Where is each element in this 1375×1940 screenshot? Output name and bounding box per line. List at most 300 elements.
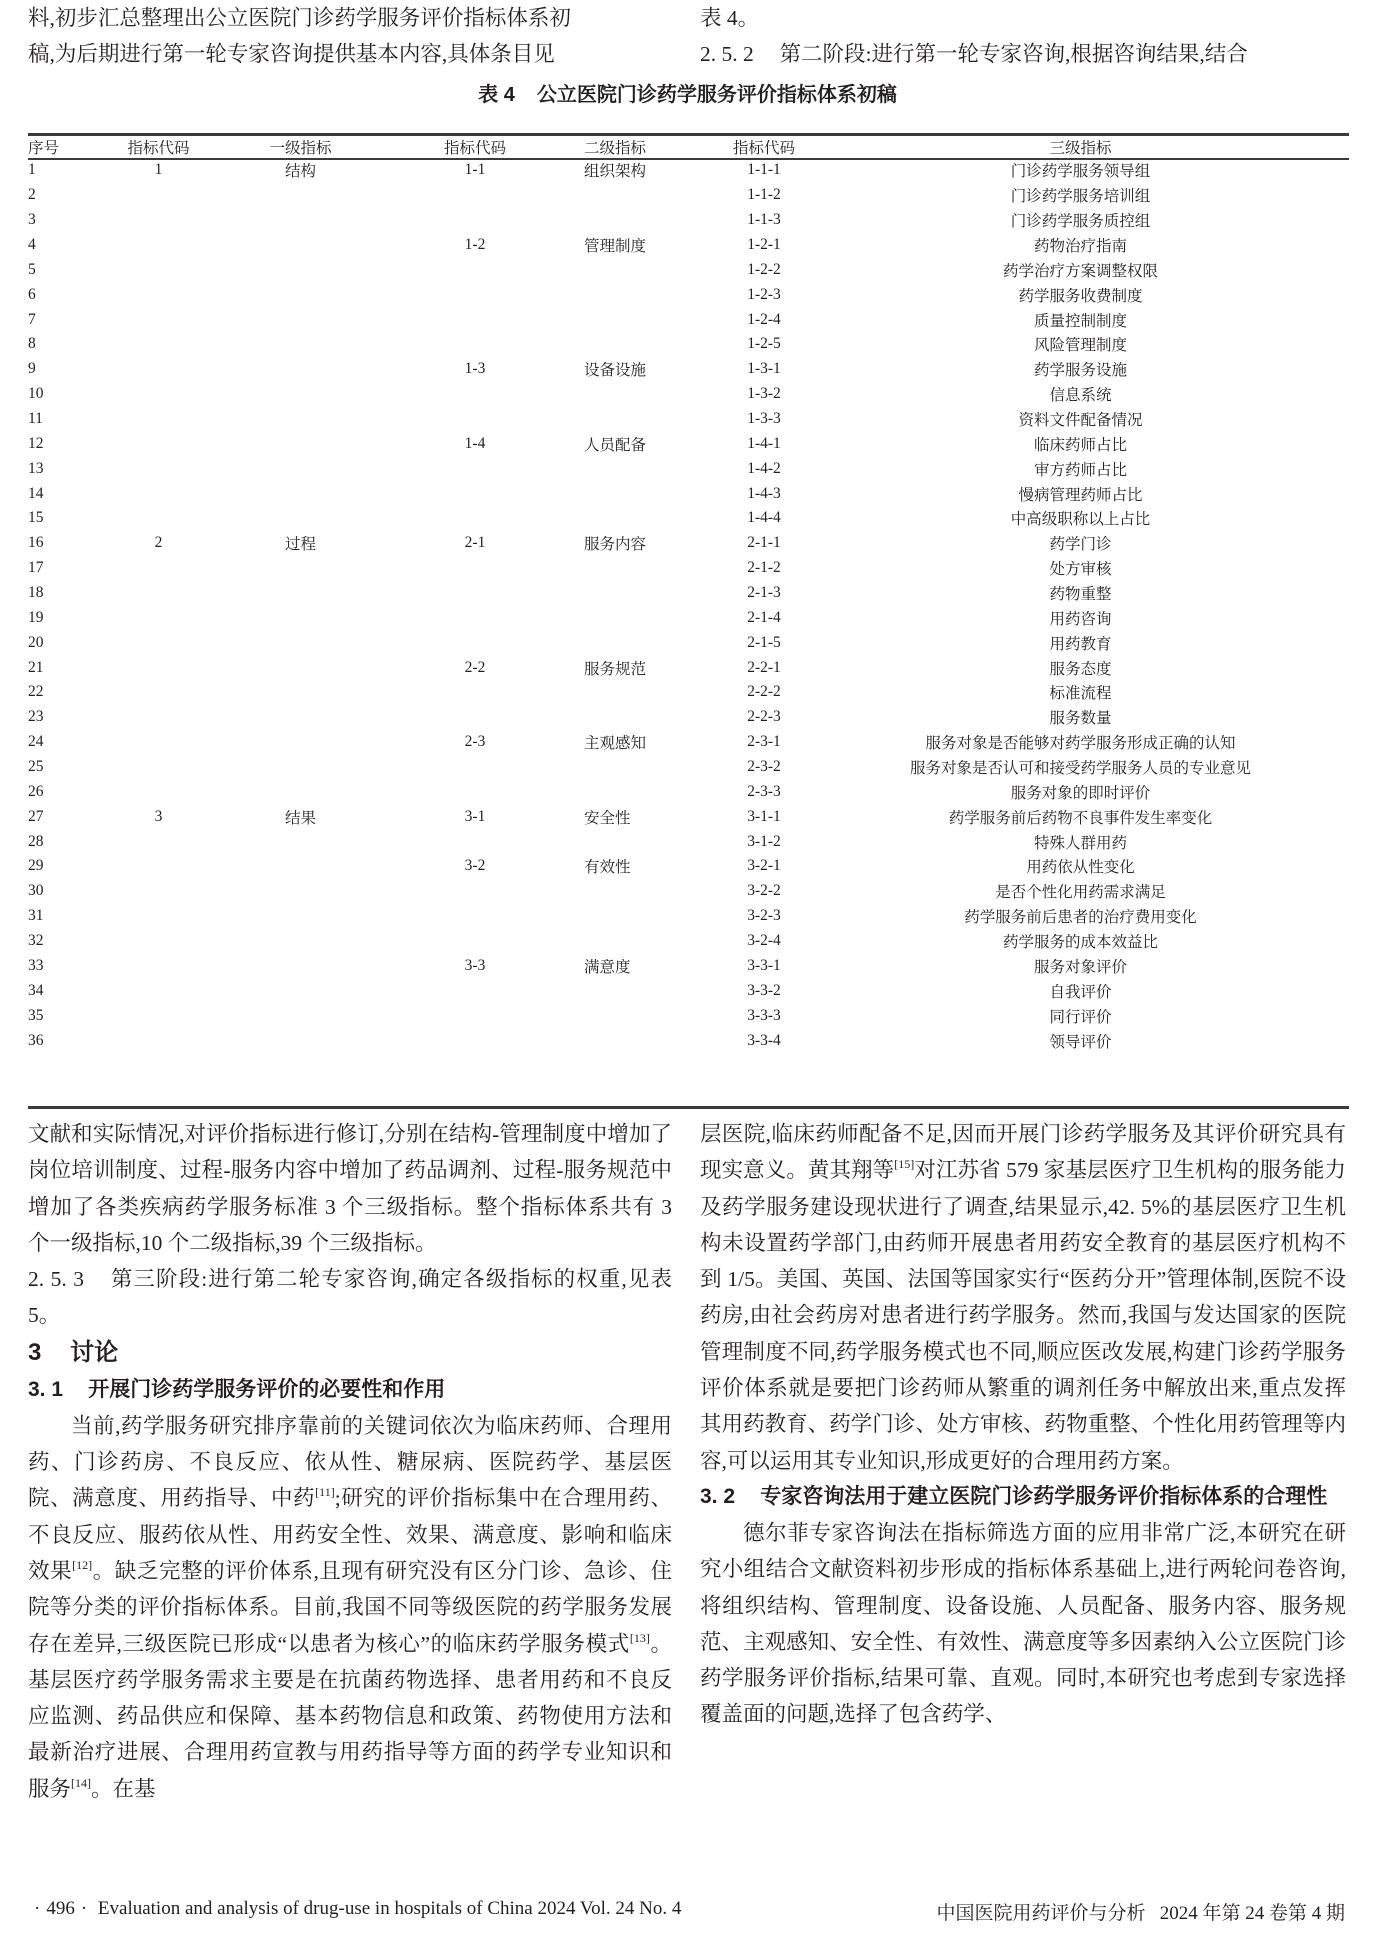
cell-l3: 用药咨询	[1049, 610, 1112, 628]
cell-l1	[227, 954, 374, 979]
top-left-text	[28, 0, 672, 73]
cell-l1-code	[90, 954, 227, 979]
cell-l2-code: 1-2	[464, 236, 486, 253]
cell-l3: 用药依从性变化	[1026, 859, 1135, 877]
cell-l3-code: 1-2-3	[747, 285, 781, 303]
cell-l3-code: 2-2-1	[747, 658, 781, 676]
cell-l1	[227, 1028, 374, 1053]
cell-l1-code	[90, 506, 227, 531]
cell-l1-code: 2	[154, 534, 163, 552]
cell-l2	[576, 556, 716, 581]
cell-l1	[227, 854, 374, 879]
cell-l2: 管理制度	[584, 238, 647, 255]
table-label: 表 4	[478, 84, 515, 106]
cell-seq: 7	[28, 310, 36, 328]
table-row	[28, 954, 1349, 979]
cell-l1-code	[90, 332, 227, 357]
cell-l2: 满意度	[584, 958, 631, 976]
cell-l1	[227, 456, 374, 481]
journal-name-en: Evaluation and analysis of drug-use in hospitals of China 2024 Vol. 24 No. 4	[97, 1898, 682, 1919]
table-row	[28, 854, 1349, 879]
cell-l2	[576, 506, 716, 531]
table-row	[28, 904, 1349, 929]
cell-l1	[227, 506, 374, 531]
table-row	[28, 257, 1349, 282]
table-row	[28, 879, 1349, 904]
cell-l1	[227, 779, 374, 804]
cell-seq: 19	[28, 608, 44, 626]
cell-l3: 药物重整	[1049, 586, 1112, 604]
cell-seq: 16	[28, 534, 44, 552]
cell-l3-code: 1-3-2	[747, 385, 781, 403]
cell-l1	[227, 904, 374, 929]
cell-seq: 22	[28, 683, 44, 701]
cell-l1	[227, 929, 374, 954]
cell-l2	[576, 929, 716, 954]
text-line: 表 4。	[700, 6, 760, 30]
cell-seq: 27	[28, 807, 44, 825]
cell-l3: 药学服务设施	[1033, 362, 1127, 380]
left-column	[28, 1116, 672, 1807]
cell-l1	[227, 705, 374, 730]
cell-l2-code	[374, 879, 576, 904]
journal-name-cn: 中国医院用药评价与分析	[936, 1903, 1146, 1924]
cell-l1-code	[90, 605, 227, 630]
cell-l3-code: 1-2-5	[747, 335, 781, 353]
indicator-table	[28, 135, 1349, 1053]
paragraph	[28, 1408, 672, 1807]
cell-l2: 主观感知	[584, 735, 647, 753]
cell-l2-code	[374, 779, 576, 804]
table-row	[28, 307, 1349, 332]
cell-l1-code	[90, 978, 227, 1003]
text-run: 层医院,临床药师配备不足,因而开展门诊药学服务及其评价研究具有现实意义。黄其翔等	[700, 1122, 1346, 1183]
heading-number: 3. 1	[28, 1377, 64, 1401]
cell-l2-code: 3-2	[464, 857, 486, 875]
cell-l3-code: 1-1-3	[747, 211, 781, 229]
cell-l1-code	[90, 730, 227, 755]
cell-seq: 1	[28, 161, 36, 179]
cell-seq: 26	[28, 782, 44, 800]
cell-l3-code: 3-3-3	[747, 1006, 781, 1024]
text-run: ;研究的评价指标集中在合理用药、不良反应、服药依从性、用药安全性、效果、满意度、影响和临床效果	[28, 1486, 672, 1583]
header-l1: 一级指标	[269, 139, 332, 157]
cell-l3: 慢病管理药师占比	[1018, 486, 1143, 504]
cell-seq: 29	[28, 857, 44, 875]
text-run: 。基层医疗药学服务需求主要是在抗菌药物选择、患者用药和不良反应监测、药品供应和保障、基本药物信息和政策、药物使用方法和最新治疗进展、合理用药宣教与用药指导等方面的药学专业知识和服务	[28, 1631, 672, 1801]
cell-l3-code: 2-1-3	[747, 584, 781, 602]
section-2-5-2	[700, 36, 1346, 72]
heading-3-1	[28, 1372, 672, 1408]
cell-l3: 审方药师占比	[1033, 461, 1127, 479]
cell-l3-code: 1-4-4	[747, 509, 781, 527]
cell-l1-code	[90, 407, 227, 432]
cell-l2	[576, 705, 716, 730]
cell-l1	[227, 208, 374, 233]
cell-l2	[576, 183, 716, 208]
cell-l1-code	[90, 233, 227, 258]
citation[interactable]: [11]	[315, 1485, 335, 1500]
header-l2-code: 指标代码	[443, 139, 506, 157]
cell-l1-code	[90, 755, 227, 780]
cell-seq: 12	[28, 434, 44, 452]
table-row	[28, 506, 1349, 531]
cell-l1	[227, 431, 374, 456]
table-bottom-rule	[28, 1106, 1349, 1109]
cell-l1-code	[90, 705, 227, 730]
cell-l3: 服务态度	[1049, 660, 1112, 678]
cell-l2-code	[374, 208, 576, 233]
cell-l3: 临床药师占比	[1033, 436, 1127, 454]
cell-l2-code	[374, 282, 576, 307]
cell-l2-code: 1-1	[464, 161, 486, 179]
cell-l2-code	[374, 904, 576, 929]
cell-l1	[227, 730, 374, 755]
cell-l2	[576, 680, 716, 705]
cell-l1-code	[90, 1028, 227, 1053]
cell-l2-code: 2-1	[464, 534, 486, 552]
cell-l3-code: 2-3-3	[747, 782, 781, 800]
cell-l1-code	[90, 581, 227, 606]
table-row	[28, 680, 1349, 705]
cell-l2	[576, 904, 716, 929]
cell-l3: 服务对象是否能够对药学服务形成正确的认知	[925, 735, 1236, 753]
cell-l2	[576, 581, 716, 606]
cell-seq: 24	[28, 733, 44, 751]
cell-l1	[227, 233, 374, 258]
cell-l3: 服务对象评价	[1033, 958, 1127, 976]
issue-info: 2024 年第 24 卷第 4 期	[1159, 1903, 1345, 1924]
cell-l3-code: 1-1-2	[747, 186, 781, 204]
cell-l2	[576, 1028, 716, 1053]
cell-l1-code	[90, 208, 227, 233]
table-row	[28, 755, 1349, 780]
cell-l2-code	[374, 978, 576, 1003]
cell-l2-code	[374, 755, 576, 780]
cell-l1	[227, 357, 374, 382]
cell-l2: 设备设施	[584, 362, 647, 380]
table-row	[28, 233, 1349, 258]
cell-l2	[576, 879, 716, 904]
cell-seq: 15	[28, 509, 44, 527]
cell-l2	[576, 456, 716, 481]
table-row	[28, 929, 1349, 954]
table-row	[28, 382, 1349, 407]
cell-l2-code: 2-3	[464, 733, 486, 751]
cell-l1	[227, 630, 374, 655]
table-row	[28, 1028, 1349, 1053]
heading-title: 讨论	[70, 1338, 119, 1366]
cell-seq: 25	[28, 758, 44, 776]
cell-l2	[576, 208, 716, 233]
top-right-text	[700, 0, 1346, 73]
cell-l2-code	[374, 307, 576, 332]
header-l2: 二级指标	[584, 139, 647, 157]
cell-l3: 服务对象的即时评价	[1010, 784, 1151, 802]
cell-seq: 9	[28, 360, 36, 378]
table-row	[28, 655, 1349, 680]
cell-l1-code	[90, 481, 227, 506]
cell-l3-code: 2-2-2	[747, 683, 781, 701]
cell-l1-code	[90, 456, 227, 481]
bullet-dot: ·	[34, 1898, 41, 1919]
cell-l3-code: 3-2-1	[747, 857, 781, 875]
table-row	[28, 357, 1349, 382]
cell-l3-code: 3-2-2	[747, 882, 781, 900]
cell-l3-code: 3-3-1	[747, 956, 781, 974]
cell-l3-code: 3-1-1	[747, 807, 781, 825]
cell-l2	[576, 307, 716, 332]
cell-seq: 14	[28, 484, 44, 502]
cell-l3: 门诊药学服务质控组	[1010, 213, 1151, 231]
cell-l1	[227, 879, 374, 904]
cell-seq: 21	[28, 658, 44, 676]
paragraph: 文献和实际情况,对评价指标进行修订,分别在结构-管理制度中增加了岗位培训制度、过程-服务内容中增加了药品调剂、过程-服务规范中增加了各类疾病药学服务标准 3 个三级指标。整个指标体系共有 3 个一级指标,10 个二级指标,39 个三级指标。	[28, 1122, 672, 1255]
table-row	[28, 829, 1349, 854]
cell-l3: 信息系统	[1049, 387, 1112, 405]
table-row	[28, 456, 1349, 481]
cell-l3: 处方审核	[1049, 561, 1112, 579]
cell-seq: 23	[28, 708, 44, 726]
cell-l3-code: 1-2-1	[747, 236, 781, 253]
cell-l2: 安全性	[584, 809, 631, 827]
section-text: 第三阶段:进行第二轮专家咨询,确定各级指标的权重,见表 5。	[28, 1267, 672, 1328]
cell-l3-code: 1-4-2	[747, 459, 781, 477]
heading-title: 开展门诊药学服务评价的必要性和作用	[88, 1377, 446, 1401]
cell-l1	[227, 1003, 374, 1028]
cell-seq: 33	[28, 956, 44, 974]
cell-l1	[227, 382, 374, 407]
cell-seq: 28	[28, 832, 44, 850]
cell-l2-code	[374, 630, 576, 655]
cell-l3-code: 1-1-1	[747, 161, 781, 179]
cell-l2-code	[374, 257, 576, 282]
header-l3-code: 指标代码	[732, 139, 795, 157]
cell-l1	[227, 829, 374, 854]
cell-l2	[576, 407, 716, 432]
table-row	[28, 605, 1349, 630]
cell-l1	[227, 183, 374, 208]
cell-seq: 31	[28, 907, 44, 925]
table-row	[28, 282, 1349, 307]
cell-l2-code	[374, 382, 576, 407]
cell-l2-code	[374, 705, 576, 730]
text-line: 稿,为后期进行第一轮专家咨询提供基本内容,具体条目见	[28, 42, 555, 67]
cell-l2-code: 2-2	[464, 658, 486, 676]
cell-seq: 5	[28, 260, 36, 278]
cell-l2	[576, 282, 716, 307]
cell-l2	[576, 630, 716, 655]
footer-right	[936, 1898, 1345, 1925]
cell-l3: 风险管理制度	[1033, 337, 1127, 355]
cell-seq: 17	[28, 559, 44, 577]
cell-l1-code	[90, 1003, 227, 1028]
cell-seq: 32	[28, 932, 44, 950]
cell-l3: 资料文件配备情况	[1018, 412, 1143, 430]
cell-seq: 2	[28, 186, 36, 204]
table-body	[28, 158, 1349, 1053]
cell-l3: 药学服务前后药物不良事件发生率变化	[948, 809, 1213, 827]
cell-l3: 用药教育	[1049, 635, 1112, 653]
cell-seq: 18	[28, 584, 44, 602]
cell-l3-code: 3-3-2	[747, 981, 781, 999]
cell-l1-code	[90, 257, 227, 282]
cell-l3-code: 2-1-4	[747, 608, 781, 626]
cell-seq: 20	[28, 633, 44, 651]
table-row	[28, 978, 1349, 1003]
table-row	[28, 1003, 1349, 1028]
cell-l3: 门诊药学服务培训组	[1010, 188, 1151, 206]
section-number: 2. 5. 2	[700, 42, 754, 67]
table-row	[28, 481, 1349, 506]
section-number: 2. 5. 3	[28, 1267, 84, 1292]
cell-l3-code: 2-1-2	[747, 559, 781, 577]
cell-l1	[227, 407, 374, 432]
cell-l2-code	[374, 581, 576, 606]
cell-l1	[227, 655, 374, 680]
table-row	[28, 431, 1349, 456]
table-row	[28, 208, 1349, 233]
cell-l2-code	[374, 183, 576, 208]
cell-l2	[576, 1003, 716, 1028]
header-l3: 三级指标	[1049, 139, 1112, 157]
cell-l2	[576, 978, 716, 1003]
cell-l1-code	[90, 382, 227, 407]
cell-l1: 结果	[284, 809, 316, 827]
cell-l3: 领导评价	[1049, 1033, 1112, 1051]
cell-l2-code: 3-3	[464, 956, 486, 974]
cell-l1-code	[90, 680, 227, 705]
cell-l2: 服务规范	[584, 660, 647, 678]
cell-l1	[227, 978, 374, 1003]
cell-l3: 药学服务的成本效益比	[1002, 934, 1158, 952]
citation[interactable]: [14]	[71, 1775, 92, 1790]
cell-l3: 药物治疗指南	[1033, 238, 1127, 255]
text-run: 对江苏省 579 家基层医疗卫生机构的服务能力及药学服务建设现状进行了调查,结果显示,42. 5%的基层医疗卫生机构未设置药学部门,由药师开展患者用药安全教育的基层医疗机构不到 1/5。美国、英国、法国等国家实行“医药分开”管理体制,医院不设药房,由社会药房对患者进行药学服务。然而,我国与发达国家的医院管理制度不同,药学服务模式也不同,顺应医改发展,构建门诊药学服务评价体系就是要把门诊药师从繁重的调剂任务中解放出来,重点发挥其用药教育、药学门诊、处方审核、药物重整、个性化用药管理等内容,可以运用其专业知识,形成更好的合理用药方案。	[700, 1158, 1346, 1473]
cell-l2	[576, 257, 716, 282]
cell-l3: 服务数量	[1049, 710, 1112, 728]
cell-l2	[576, 829, 716, 854]
cell-l3: 门诊药学服务领导组	[1010, 163, 1151, 181]
cell-l1-code	[90, 904, 227, 929]
table-row	[28, 630, 1349, 655]
cell-l3-code: 1-4-3	[747, 484, 781, 502]
cell-l1	[227, 581, 374, 606]
cell-l1	[227, 332, 374, 357]
cell-l1	[227, 755, 374, 780]
cell-l1-code	[90, 630, 227, 655]
cell-l2-code	[374, 456, 576, 481]
cell-l3-code: 1-3-1	[747, 360, 781, 378]
bullet-dot: ·	[80, 1898, 88, 1919]
table-row	[28, 332, 1349, 357]
header-l1-code: 指标代码	[127, 139, 190, 157]
cell-l2	[576, 755, 716, 780]
cell-l2	[576, 382, 716, 407]
citation[interactable]: [15]	[894, 1157, 915, 1172]
heading-title: 专家咨询法用于建立医院门诊药学服务评价指标体系的合理性	[760, 1484, 1328, 1508]
table-row	[28, 705, 1349, 730]
cell-seq: 10	[28, 385, 44, 403]
page-number: 496	[46, 1898, 75, 1919]
cell-l2: 有效性	[584, 859, 631, 877]
header-seq: 序号	[28, 139, 60, 157]
cell-l3-code: 2-3-2	[747, 758, 781, 776]
cell-l1-code	[90, 929, 227, 954]
cell-l1-code: 3	[154, 807, 163, 825]
cell-seq: 35	[28, 1006, 44, 1024]
citation[interactable]: [13]	[629, 1630, 650, 1645]
cell-l2-code	[374, 929, 576, 954]
cell-l1	[227, 481, 374, 506]
text-run: 当前,药学服务研究排序靠前的关键词依次为临床药师、合理用药、门诊药房、不良反应、依从性、糖尿病、医院药学、基层医院、满意度、用药指导、中药	[28, 1413, 672, 1511]
cell-l3-code: 1-2-2	[747, 260, 781, 278]
cell-l1	[227, 556, 374, 581]
cell-l2-code	[374, 506, 576, 531]
table-row	[28, 779, 1349, 804]
cell-l2-code: 3-1	[464, 807, 486, 825]
cell-l3-code: 2-1-5	[747, 633, 781, 651]
cell-l3: 是否个性化用药需求满足	[995, 884, 1166, 902]
cell-l3-code: 1-4-1	[747, 434, 781, 452]
cell-l3-code: 3-2-4	[747, 932, 781, 950]
table-header-row	[28, 135, 1349, 158]
cell-l3: 药学治疗方案调整权限	[1002, 262, 1158, 280]
cell-l3-code: 2-3-1	[747, 733, 781, 751]
table-row	[28, 407, 1349, 432]
cell-l2-code	[374, 605, 576, 630]
cell-l3-code: 1-2-4	[747, 310, 781, 328]
text-run: 。缺乏完整的评价体系,且现有研究没有区分门诊、急诊、住院等分类的评价指标体系。目前,我国不同等级医院的药学服务发展存在差异,三级医院已形成“以患者为核心”的临床药学服务模式	[28, 1558, 672, 1656]
section-text: 第二阶段:进行第一轮专家咨询,根据咨询结果,结合	[779, 42, 1248, 67]
cell-l1-code	[90, 854, 227, 879]
cell-seq: 6	[28, 285, 36, 303]
table-row	[28, 804, 1349, 829]
cell-l3-code: 3-2-3	[747, 907, 781, 925]
cell-l2: 组织架构	[584, 163, 647, 181]
cell-l2-code	[374, 829, 576, 854]
cell-l3-code: 3-1-2	[747, 832, 781, 850]
table-title: 公立医院门诊药学服务评价指标体系初稿	[536, 84, 897, 106]
cell-l2-code	[374, 332, 576, 357]
cell-l1	[227, 282, 374, 307]
cell-l2: 服务内容	[584, 536, 647, 554]
cell-l1-code	[90, 307, 227, 332]
text-run: 。在基	[91, 1776, 156, 1801]
cell-l3: 服务对象是否认可和接受药学服务人员的专业意见	[909, 760, 1251, 778]
cell-l1	[227, 680, 374, 705]
cell-l3-code: 2-2-3	[747, 708, 781, 726]
cell-seq: 13	[28, 459, 44, 477]
cell-l1-code	[90, 879, 227, 904]
cell-l1	[227, 257, 374, 282]
cell-l1-code	[90, 829, 227, 854]
cell-l2-code: 1-3	[464, 360, 486, 378]
table-row	[28, 581, 1349, 606]
cell-seq: 30	[28, 882, 44, 900]
citation[interactable]: [12]	[72, 1557, 93, 1572]
paragraph: 德尔菲专家咨询法在指标筛选方面的应用非常广泛,本研究在研究小组结合文献资料初步形成的指标体系基础上,进行两轮问卷咨询,将组织结构、管理制度、设备设施、人员配备、服务内容、服务规范、主观感知、安全性、有效性、满意度等多因素纳入公立医院门诊药学服务评价指标,结果可靠、直观。同时,本研究也考虑到专家选择覆盖面的问题,选择了包含药学、	[700, 1520, 1346, 1727]
cell-l3: 自我评价	[1049, 983, 1112, 1001]
cell-l2-code	[374, 680, 576, 705]
cell-l1-code	[90, 779, 227, 804]
cell-l1: 结构	[284, 163, 316, 181]
table-row	[28, 158, 1349, 183]
cell-l1-code: 1	[154, 161, 163, 179]
cell-l3: 质量控制制度	[1033, 312, 1127, 330]
heading-discussion	[28, 1334, 672, 1372]
table-row	[28, 531, 1349, 556]
